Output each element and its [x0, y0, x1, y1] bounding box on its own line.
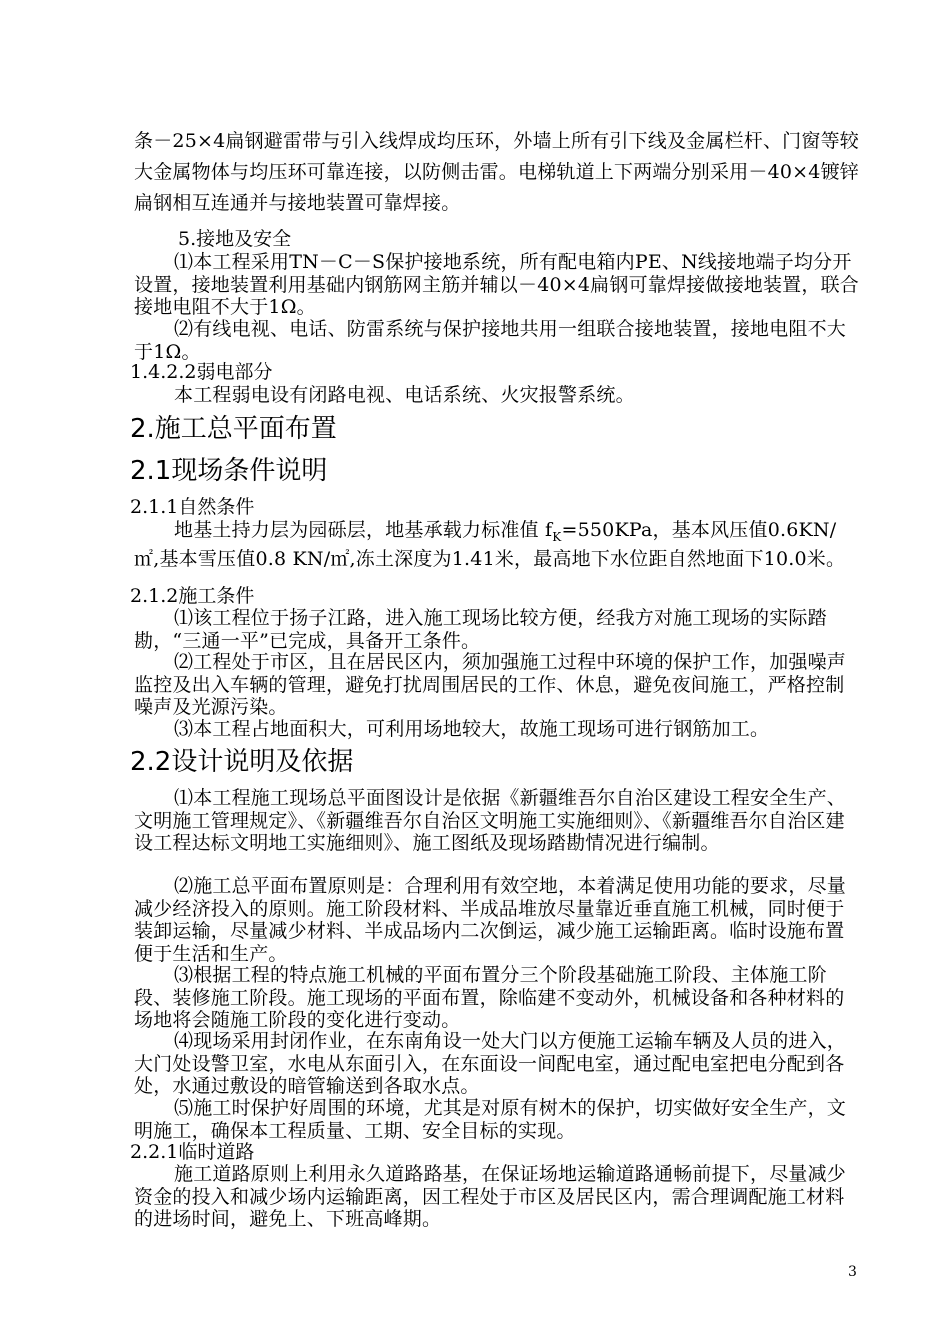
paragraph: ⑴该工程位于扬子江路，进入施工现场比较方便，经我方对施工现场的实际踏勘，“三通一平”已完成，具备开工条件。: [134, 607, 827, 652]
paragraph: ⑷现场采用封闭作业，在东南角设一处大门以方便施工运输车辆及人员的进入，大门处设警卫室，水电从东面引入，在东面设一间配电室，通过配电室把电分配到各处，水通过敷设的暗管输送到各取水点。: [134, 1030, 847, 1097]
paragraph: ⑵施工总平面布置原则是：合理利用有效空地，本着满足使用功能的要求，尽量减少经济投入的原则。施工阶段材料、半成品堆放尽量靠近垂直施工机械，同时便于装卸运输，尽量减少材料、半成品场内二次倒运，减少施工运输距离。临时设施布置便于生活和生产。: [134, 875, 847, 965]
paragraph: ⑶本工程占地面积大，可利用场地较大，故施工现场可进行钢筋加工。: [174, 718, 770, 740]
paragraph: 条－25×4扁钢避雷带与引入线焊成均压环，外墙上所有引下线及金属栏杆、门窗等较大金属物体与均压环可靠连接，以防侧击雷。电梯轨道上下两端分别采用－40×4镀锌扁钢相互连通并与接地装置可靠焊接。: [134, 130, 859, 214]
section-heading: 1.4.2.2弱电部分: [130, 361, 273, 383]
section-heading: 2.2.1临时道路: [130, 1141, 255, 1163]
paragraph: ⑸施工时保护好周围的环境，尤其是对原有树木的保护，切实做好安全生产，文明施工，确保本工程质量、工期、安全目标的实现。: [134, 1097, 847, 1142]
section-title: 2.2设计说明及依据: [130, 747, 354, 777]
section-heading: 2.1.2施工条件: [130, 585, 255, 607]
paragraph: ⑶根据工程的特点施工机械的平面布置分三个阶段基础施工阶段、主体施工阶段、装修施工阶段。施工现场的平面布置，除临建不变动外，机械设备和各种材料的场地将会随施工阶段的变化进行变动。: [134, 964, 845, 1031]
section-heading: 2.1.1自然条件: [130, 496, 255, 518]
paragraph: ⑵有线电视、电话、防雷系统与保护接地共用一组联合接地装置，接地电阻不大于1Ω。: [134, 318, 847, 363]
section-title: 2.1现场条件说明: [130, 456, 328, 486]
chapter-heading: 2.施工总平面布置: [130, 414, 337, 444]
page-number: 3: [848, 1264, 857, 1280]
paragraph: ⑴本工程采用TN－C－S保护接地系统，所有配电箱内PE、N线接地端子均分开设置，接地装置利用基础内钢筋网主筋并辅以－40×4扁钢可靠焊接做接地装置，联合接地电阻不大于1Ω。: [134, 251, 859, 318]
section-heading: 5.接地及安全: [178, 228, 292, 250]
paragraph: 施工道路原则上利用永久道路路基，在保证场地运输道路通畅前提下，尽量减少资金的投入和减少场内运输距离，因工程处于市区及居民区内，需合理调配施工材料的进场时间，避免上、下班高峰期。: [134, 1163, 847, 1230]
paragraph: 地基土持力层为园砾层，地基承载力标准值 $f_K=550KPa$，基本风压值0.6KN/㎡,基本雪压值0.8 KN/㎡,冻土深度为1.41米，最高地下水位距自然地面下10.0米。: [134, 519, 846, 571]
paragraph: ⑴本工程施工现场总平面图设计是依据《新疆维吾尔自治区建设工程安全生产、文明施工管理规定》、《新疆维吾尔自治区文明施工实施细则》、《新疆维吾尔自治区建设工程达标文明地工实施细则》、施工图纸及现场踏勘情况进行编制。: [134, 787, 847, 854]
paragraph: 本工程弱电设有闭路电视、电话系统、火灾报警系统。: [174, 384, 635, 406]
paragraph: ⑵工程处于市区，且在居民区内，须加强施工过程中环境的保护工作，加强噪声监控及出入车辆的管理，避免打扰周围居民的工作、休息，避免夜间施工，严格控制噪声及光源污染。: [134, 651, 847, 718]
